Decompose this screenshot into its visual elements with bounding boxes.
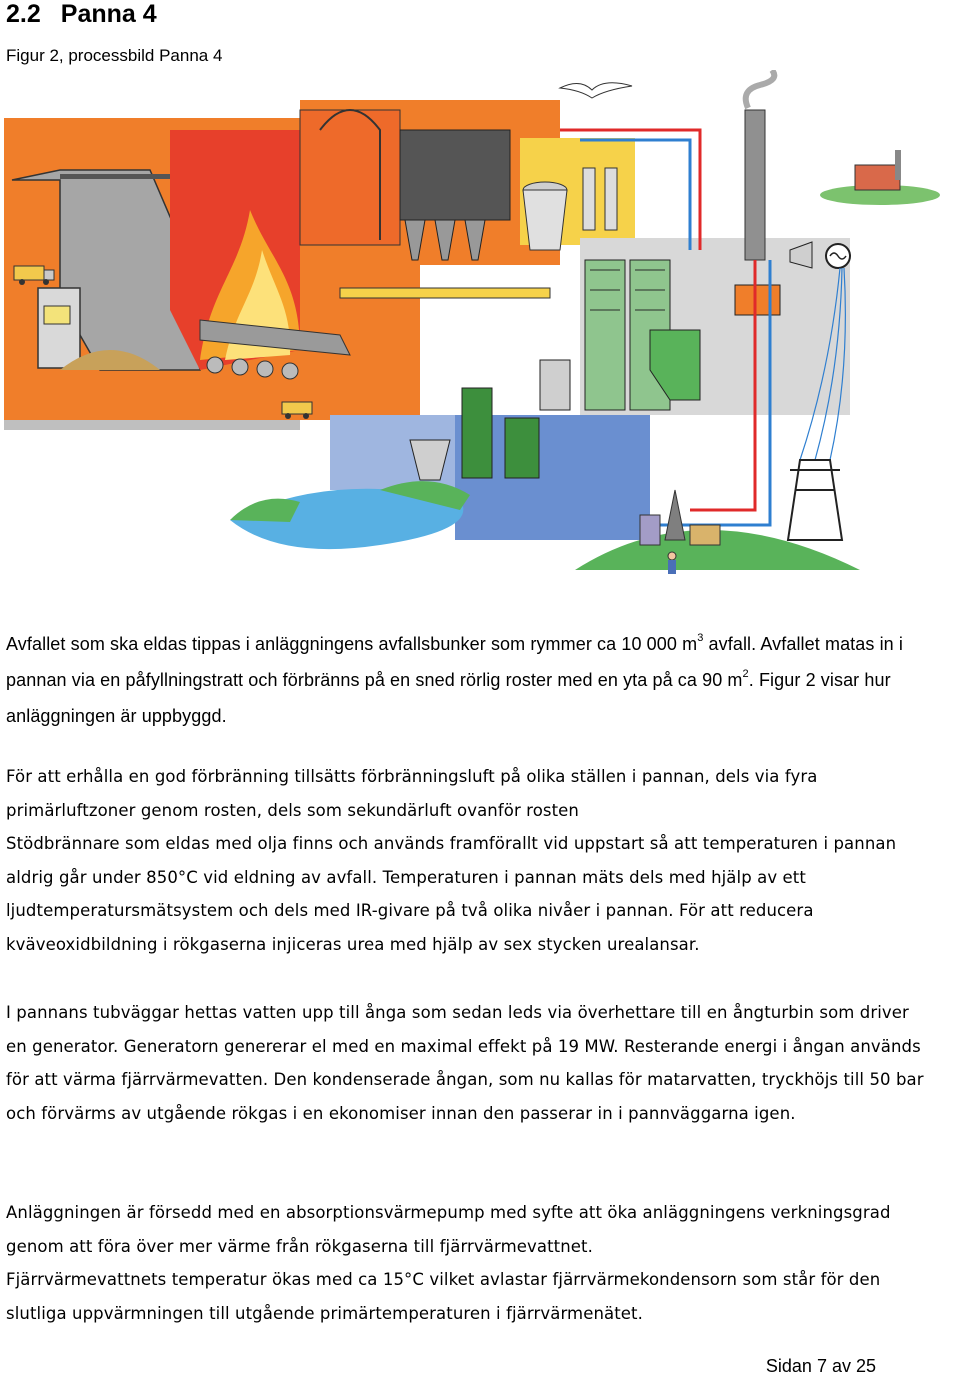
- district-heating-text: Fjärrvärmevattnets temperatur ökas med ca 15°C vilket avlastar fjärrvärmekondensorn som står för den slutliga uppvärmningen till utgående primärtemperaturen i fjärrvärmenätet.: [6, 1270, 881, 1323]
- paragraph-steam: I pannans tubväggar hettas vatten upp till ånga som sedan leds via överhettare till en ångturbin som driver en generator. Generatorn genererar el med en maximal effekt på 19 MW. Resterande energi i ångan används för att värma fjärrvärmevatten. Den kondenserade ångan, som nu kallas för matarvatten, tryckhöjs till 50 bar och förvärms av utgående rökgas i en ekonomiser innan den passerar in i pannväggarna igen.: [6, 1003, 924, 1123]
- figure-caption: Figur 2, processbild Panna 4: [6, 46, 223, 65]
- page-number: Sidan 7 av 25: [765, 1356, 876, 1376]
- combustion-air-text: För att erhålla en god förbränning tillsätts förbränningsluft på olika ställen i pannan, dels via fyra primärluftzoner genom rosten, dels som sekundärluft ovanför rosten: [6, 767, 818, 820]
- section-title: Panna 4: [60, 0, 157, 28]
- paragraph-intro: [6, 626, 926, 734]
- silo: [583, 168, 595, 230]
- bunker-window: [44, 306, 70, 324]
- section-heading: [6, 0, 157, 29]
- power-plant-icon: [820, 150, 940, 205]
- boiler-pass: [300, 110, 400, 245]
- bird-icon: [560, 83, 632, 98]
- person-icon: [668, 552, 676, 574]
- intro-text-a: Avfallet som ska eldas tippas i anläggningens avfallsbunker som rymmer ca 10 000 m: [6, 634, 698, 654]
- paragraph-combustion: [6, 760, 926, 961]
- cubic-superscript: 3: [697, 632, 704, 644]
- intro-text-c: . Figur 2 visar hur anläggningen är uppbyggd.: [6, 670, 891, 726]
- ash-conveyor: [340, 288, 550, 298]
- bunker-building: [38, 288, 80, 368]
- generator-icon: [826, 244, 850, 268]
- heat-pump-text: Anläggningen är försedd med en absorptionsvärmepump med syfte att öka anläggningens verkningsgrad genom att föra över mer värme från rökgaserna till fjärrvärmevattnet.: [6, 1203, 891, 1256]
- cyclone: [523, 182, 567, 250]
- power-pylon-icon: [788, 460, 842, 540]
- intro-text-b: avfall. Avfallet matas in i pannan via en påfyllningstratt och förbränns på en sned rörlig roster med en yta på ca 90 m: [6, 634, 903, 690]
- process-diagram: [0, 70, 960, 600]
- square-superscript: 2: [742, 668, 749, 680]
- condenser: [735, 285, 780, 315]
- lake-icon: [230, 481, 470, 549]
- paragraph-heat-pump: [6, 1196, 926, 1330]
- support-burner-text: Stödbrännare som eldas med olja finns och används framförallt vid uppstart så att temperaturen i pannan aldrig går under 850°C vid eldning av avfall. Temperaturen i pannan mäts dels med hjälp av ett ljudtemperatursmätsystem och dels med IR-givare på två olika nivåer i pannan. För att reducera kväveoxidbildning i rökgaserna injiceras urea med hjälp av sex stycken urealansar.: [6, 834, 897, 954]
- section-number: 2.2: [6, 0, 41, 28]
- chimney-icon: [745, 70, 774, 260]
